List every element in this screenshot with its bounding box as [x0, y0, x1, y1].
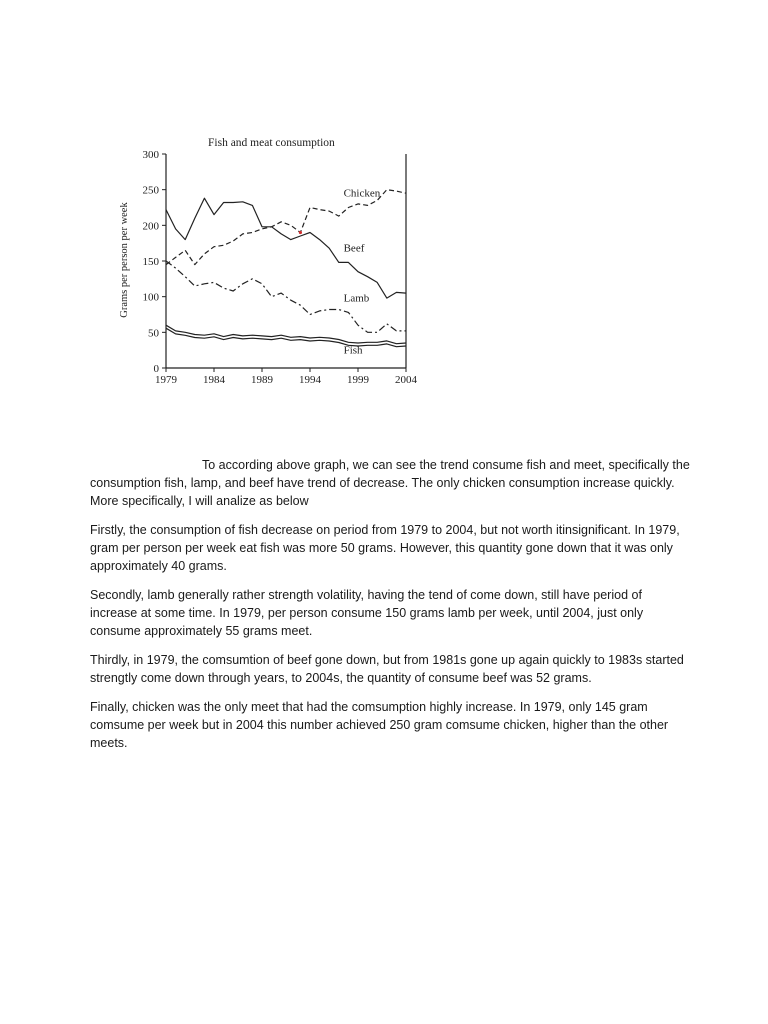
x-tick-label: 1999: [347, 374, 369, 386]
paragraph-fish: Firstly, the consumption of fish decrease on period from 1979 to 2004, but not worth itinsignificant. In 1979, gram per person per week eat fish was more 50 grams. However, this quantity gone down that it was only approximately 40 grams.: [90, 523, 680, 573]
x-ticks: [155, 368, 418, 386]
y-tick-label: 200: [142, 220, 159, 233]
lamb-series-label: Lamb: [343, 292, 370, 305]
x-tick-label: 1984: [203, 374, 225, 386]
red-marker: [299, 231, 302, 234]
fish-series-line: [166, 325, 406, 344]
y-tick-label: 150: [142, 256, 159, 268]
line-chart: [108, 128, 428, 390]
paragraph-intro: To according above graph, we can see the trend consume fish and meet, specifically the consumption fish, lamp, and beef have trend of decrease. The only chicken consumption increase quickly. More specifically, I will analize as below: [90, 458, 690, 508]
y-tick-label: 250: [142, 184, 159, 197]
fish-series-line-secondary: [166, 328, 406, 347]
lamb-series-line: [166, 261, 406, 332]
paragraph-chicken: Finally, chicken was the only meet that had the comsumption highly increase. In 1979, only 145 gram comsume per week but in 2004 this number achieved 250 gram comsume chicken, higher than the other meets.: [90, 700, 669, 750]
fish-series-label: Fish: [343, 344, 363, 357]
chicken-series-label: Chicken: [343, 187, 381, 200]
y-tick-label: 0: [153, 363, 159, 375]
y-axis-label: Grams per person per week: [119, 202, 130, 318]
chart-figure: [108, 128, 428, 390]
chicken-series-line: [166, 190, 406, 265]
x-tick-label: 1994: [299, 374, 321, 386]
series-layer: [166, 187, 406, 356]
paragraph-beef: Thirdly, in 1979, the comsumtion of beef gone down, but from 1981s gone up again quickly to 1983s started strengtly come down through years, to 2004s, the quantity of consume beef was 52 grams.: [90, 653, 684, 685]
y-tick-label: 50: [148, 327, 159, 340]
y-tick-label: 100: [142, 291, 159, 304]
document-body: [90, 456, 690, 763]
paragraph-lamb: Secondly, lamb generally rather strength volatility, having the tend of come down, still have period of increase at some time. In 1979, per person consume 150 grams lamb per week, until 2004, just only consume approximately 55 grams meet.: [90, 588, 644, 638]
beef-series-label: Beef: [343, 242, 365, 255]
x-tick-label: 1979: [155, 374, 177, 386]
y-tick-label: 300: [142, 149, 159, 161]
y-ticks: [143, 149, 167, 375]
x-tick-label: 2004: [395, 374, 417, 386]
x-tick-label: 1989: [251, 374, 273, 386]
beef-series-line: [166, 198, 406, 298]
chart-title: Fish and meat consumption: [208, 137, 335, 149]
